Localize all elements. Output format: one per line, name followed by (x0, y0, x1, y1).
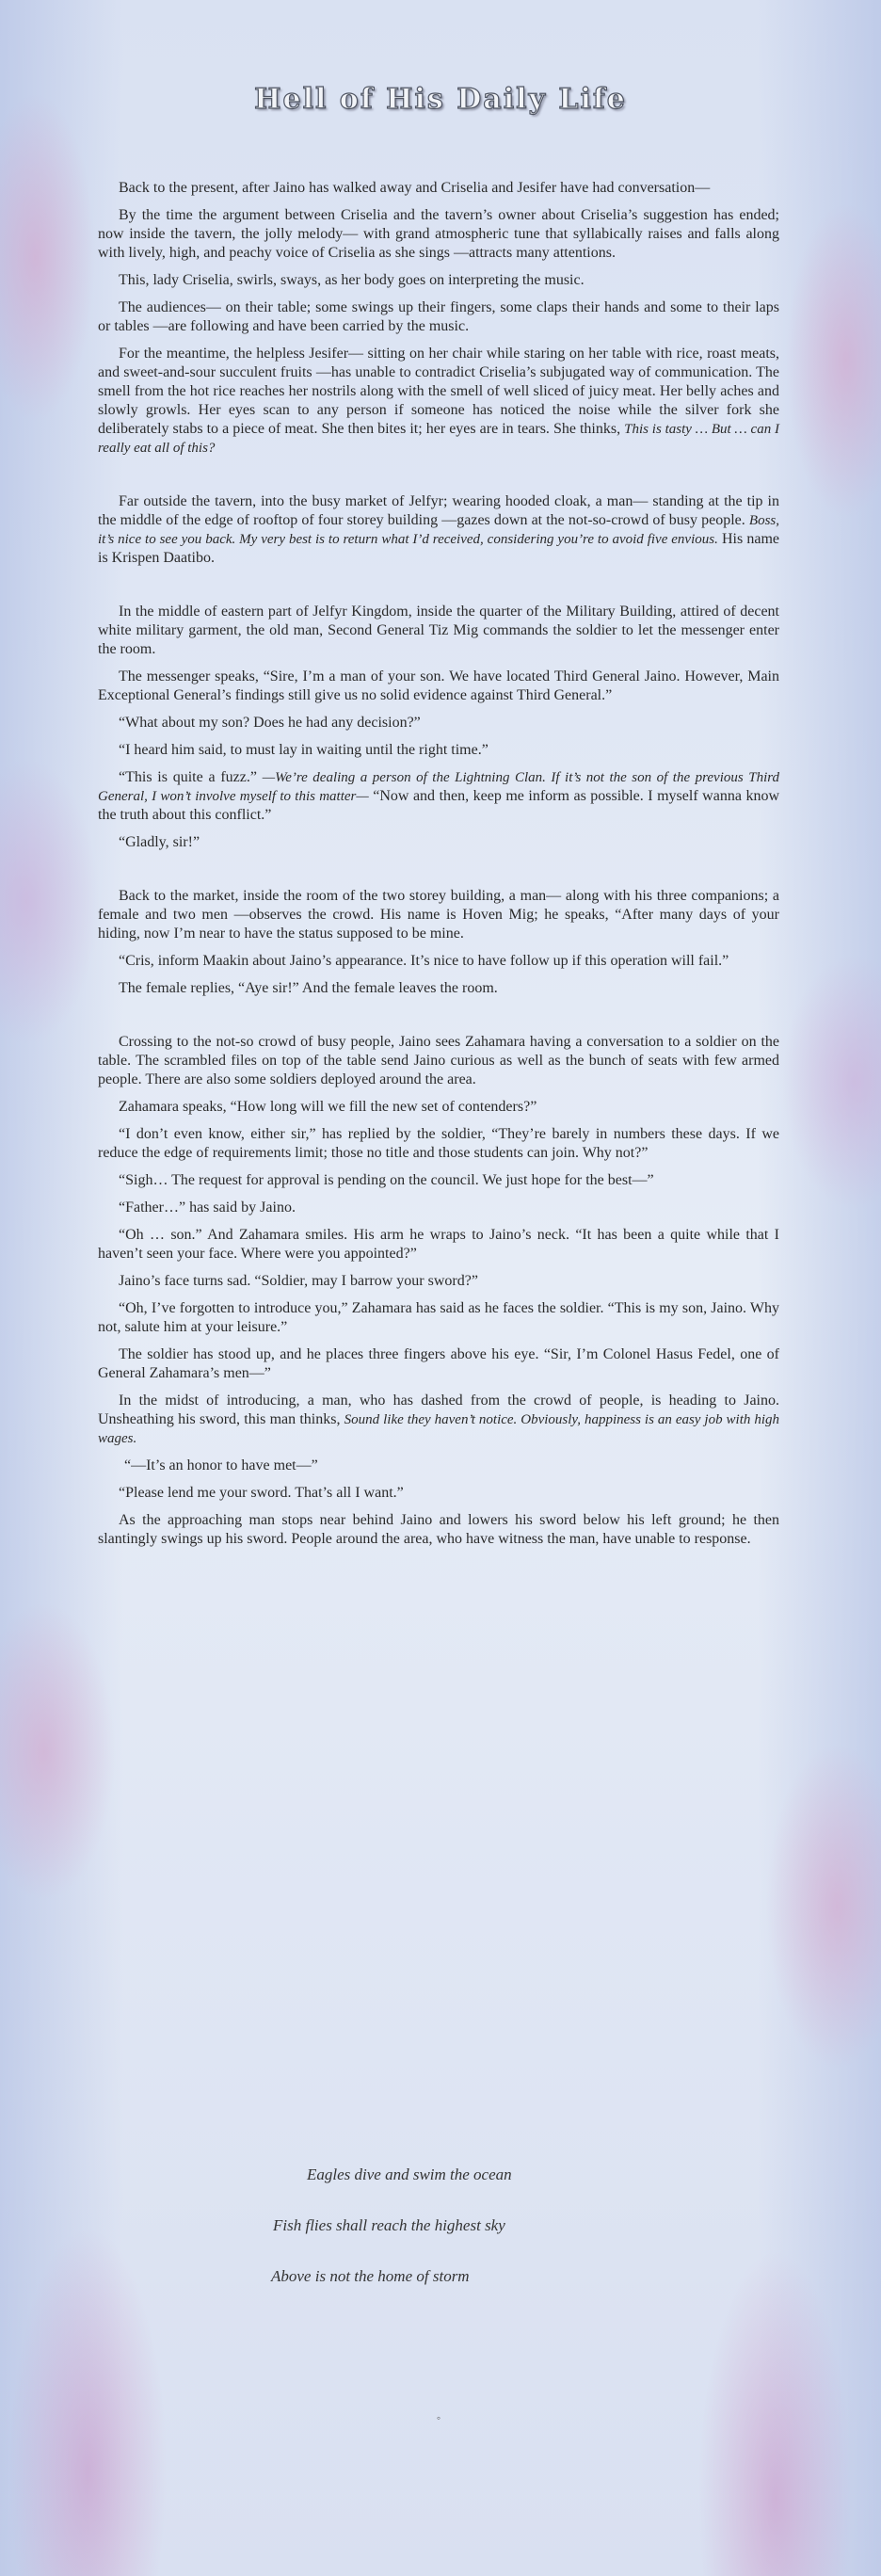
paragraph: Back to the present, after Jaino has walked away and Criselia and Jesifer have had conversation— (119, 180, 711, 196)
paragraph: “Father…” has said by Jaino. (119, 1199, 296, 1216)
paragraph: Jaino’s face turns sad. “Soldier, may I barrow your sword?” (119, 1273, 478, 1289)
poem-line: Fish flies shall reach the highest sky (273, 2216, 505, 2234)
thought-tiz: —We’re dealing a person of the Lightning Clan. If it’s not the son of the previous Third General, I won’t involve myself to this matter— (98, 770, 780, 804)
scene-break (98, 861, 779, 887)
paragraph: “What about my son? Does he had any decision?” (119, 715, 421, 731)
paragraph: “Please lend me your sword. That’s all I want.” (119, 1485, 404, 1501)
section-divider-icon: ◦ (436, 2411, 441, 2424)
paragraph (98, 1392, 779, 1448)
paragraph: The female replies, “Aye sir!” And the female leaves the room. (119, 980, 498, 996)
paragraph (98, 492, 779, 568)
paragraph: “I don’t even know, either sir,” has replied by the soldier, “They’re barely in numbers these days. If we reduce the edge of requirements limit; those no title and those students can join. Why not?” (98, 1126, 779, 1161)
paragraph: “Oh, I’ve forgotten to introduce you,” Zahamara has said as he faces the soldier. “This is my son, Jaino. Why not, salute him at your leisure.” (98, 1300, 779, 1335)
story-body (98, 179, 779, 1557)
paragraph: Back to the market, inside the room of the two storey building, a man— along with his three companions; a female and two men —observes the crowd. His name is Hoven Mig; he speaks, “After many days of your hiding, now I’m near to have the status supposed to be mine. (98, 888, 779, 942)
poem-line: Above is not the home of storm (271, 2267, 470, 2285)
paragraph-text: Far outside the tavern, into the busy market of Jelfyr; wearing hooded cloak, a man— standing at the tip in the middle of the edge of rooftop of four storey building —gazes down at the not-so-crowd of busy people. (98, 493, 779, 528)
scene-break (98, 1006, 779, 1033)
paragraph: Crossing to the not-so crowd of busy people, Jaino sees Zahamara having a conversation to a soldier on the table. The scrambled files on top of the table send Jaino curious as well as the bunch of seats with few armed people. There are also some soldiers deployed around the area. (98, 1034, 779, 1087)
paragraph: In the middle of eastern part of Jelfyr Kingdom, inside the quarter of the Military Building, attired of decent white military garment, the old man, Second General Tiz Mig commands the soldier to let the messenger enter the room. (98, 604, 779, 657)
paragraph: “Oh … son.” And Zahamara smiles. His arm he wraps to Jaino’s neck. “It has been a quite while that I haven’t seen your face. Where were you appointed?” (98, 1227, 779, 1262)
paragraph-text: In the midst of introducing, a man, who has dashed from the crowd of people, is heading to Jaino. Unsheathing his sword, this man thinks, (98, 1393, 779, 1427)
thought-attacker: Sound like they haven’t notice. Obviously, happiness is an easy job with high wages. (98, 1412, 779, 1446)
paragraph: As the approaching man stops near behind Jaino and lowers his sword below his left ground; he then slantingly swings up his sword. People around the area, who have witness the man, have unable to response. (98, 1512, 779, 1547)
paragraph-text: “Now and then, keep me inform as possible. I myself wanna know the truth about this conflict.” (98, 788, 779, 823)
paragraph-text: For the meantime, the helpless Jesifer— sitting on her chair while staring on her table with rice, roast meats, and sweet-and-sour succulent fruits —has unable to contradict Criselia’s subjugated way of communication. The smell from the hot rice reaches her nostrils along with the smell of well sliced of juicy meat. Her belly aches and slowly growls. Her eyes scan to any person if someone has noticed the noise while the silver fork she deliberately stabs to a piece of meat. She then bites it; her eyes are in tears. She thinks, (98, 346, 779, 437)
paragraph: “Cris, inform Maakin about Jaino’s appearance. It’s nice to have follow up if this operation will fail.” (119, 953, 729, 969)
paragraph: The soldier has stood up, and he places three fingers above his eye. “Sir, I’m Colonel Hasus Fedel, one of General Zahamara’s men—” (98, 1346, 779, 1381)
paragraph: “—It’s an honor to have met—” (124, 1457, 318, 1473)
thought-jesifer: This is tasty … But … can I really eat all of this? (98, 422, 780, 456)
page-title: Hell of His Daily Life (254, 83, 627, 116)
paragraph: The audiences— on their table; some swings up their fingers, some claps their hands and some to their laps or tables —are following and have been carried by the music. (98, 299, 779, 334)
paragraph: Zahamara speaks, “How long will we fill the new set of contenders?” (119, 1099, 537, 1115)
scene-break (98, 576, 779, 603)
paragraph: “Gladly, sir!” (119, 834, 200, 850)
thought-krispen: Boss, it’s nice to see you back. My very best is to return what I’d received, considering you’re to avoid five envious. (98, 513, 780, 547)
paragraph: The messenger speaks, “Sire, I’m a man of your son. We have located Third General Jaino. However, Main Exceptional General’s findings still give us no solid evidence against Third General.” (98, 668, 779, 703)
paragraph: This, lady Criselia, swirls, sways, as her body goes on interpreting the music. (119, 272, 585, 288)
paragraph: By the time the argument between Criselia and the tavern’s owner about Criselia’s suggestion has ended; now inside the tavern, the jolly melody— with grand atmospheric tune that syllabically raises and falls along with lively, high, and peachy voice of Criselia as she sings —attracts many attentions. (98, 207, 779, 261)
paragraph-text: “This is quite a fuzz.” (119, 769, 257, 785)
paragraph: “Sigh… The request for approval is pending on the council. We just hope for the best—” (119, 1172, 654, 1188)
poem-line: Eagles dive and swim the ocean (307, 2165, 512, 2183)
scene-break (98, 466, 779, 492)
paragraph: “I heard him said, to must lay in waiting until the right time.” (119, 742, 489, 758)
paragraph-text: His name is Krispen Daatibo. (98, 531, 780, 566)
paragraph (98, 345, 779, 458)
paragraph (98, 768, 779, 825)
